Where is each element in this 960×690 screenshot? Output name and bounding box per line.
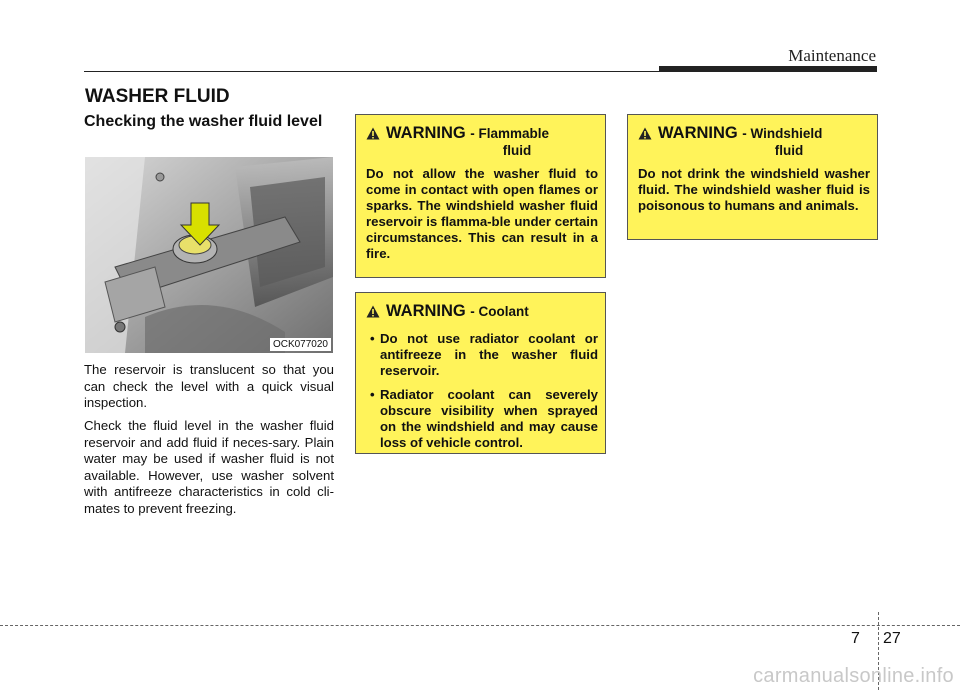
warning-label: WARNING: [386, 302, 466, 320]
list-item: • Radiator coolant can severely obscure visibility when sprayed on the windshield and may cause loss of vehicle control.: [366, 387, 598, 451]
warning-suffix-line2: fluid: [502, 143, 532, 158]
warning-flammable-header: [366, 125, 598, 143]
list-item: • Do not use radiator coolant or antifreeze in the washer fluid reservoir.: [366, 331, 598, 379]
engine-bay-illustration: [85, 157, 333, 353]
warning-windshield-text: Do not drink the windshield washer fluid. The windshield washer fluid is poisonous to humans and animals.: [638, 166, 870, 213]
warning-label: WARNING: [386, 124, 466, 142]
figure-code: OCK077020: [270, 338, 331, 351]
header-rule-thin: [84, 71, 659, 72]
warning-suffix-line2: fluid: [774, 143, 804, 158]
warning-coolant-box: [355, 292, 606, 454]
warning-coolant-list: [366, 331, 598, 451]
warning-windshield-box: [627, 114, 878, 240]
sub-heading: Checking the washer fluid level: [84, 113, 323, 130]
warning-flammable-box: [355, 114, 606, 278]
warning-suffix: - Windshield: [742, 126, 823, 141]
warning-triangle-icon: [638, 127, 652, 140]
section-title: WASHER FLUID: [85, 86, 230, 107]
warning-suffix: - Coolant: [470, 304, 529, 319]
warning-flammable-text: Do not allow the washer fluid to come in contact with open flames or sparks. The windshield washer fluid reservoir is flamma-ble under certain circumstances. This can result in a fire.: [366, 166, 598, 261]
header-rule-thick: [659, 66, 877, 72]
warning-coolant-header: [366, 303, 598, 321]
paragraph-translucent: The reservoir is translucent so that you can check the level with a quick visual inspection.: [84, 362, 334, 410]
chapter-number: 7: [851, 630, 860, 647]
warning-label: WARNING: [658, 124, 738, 142]
reservoir-figure: [85, 157, 333, 353]
paragraph-check-level: Check the fluid level in the washer fluid reservoir and add fluid if neces-sary. Plain water may be used if washer fluid is not available. However, use washer solvent with antifreeze characteristics in cold cli-mates to prevent freezing.: [84, 418, 334, 516]
warning-suffix: - Flammable: [470, 126, 549, 141]
page-number: 27: [883, 630, 901, 647]
header-title: Maintenance: [788, 46, 876, 65]
warning-triangle-icon: [366, 127, 380, 140]
warning-windshield-header: [638, 125, 870, 143]
warning-triangle-icon: [366, 305, 380, 318]
watermark: carmanualsonline.info: [753, 665, 954, 687]
footer-rule: [0, 625, 960, 626]
